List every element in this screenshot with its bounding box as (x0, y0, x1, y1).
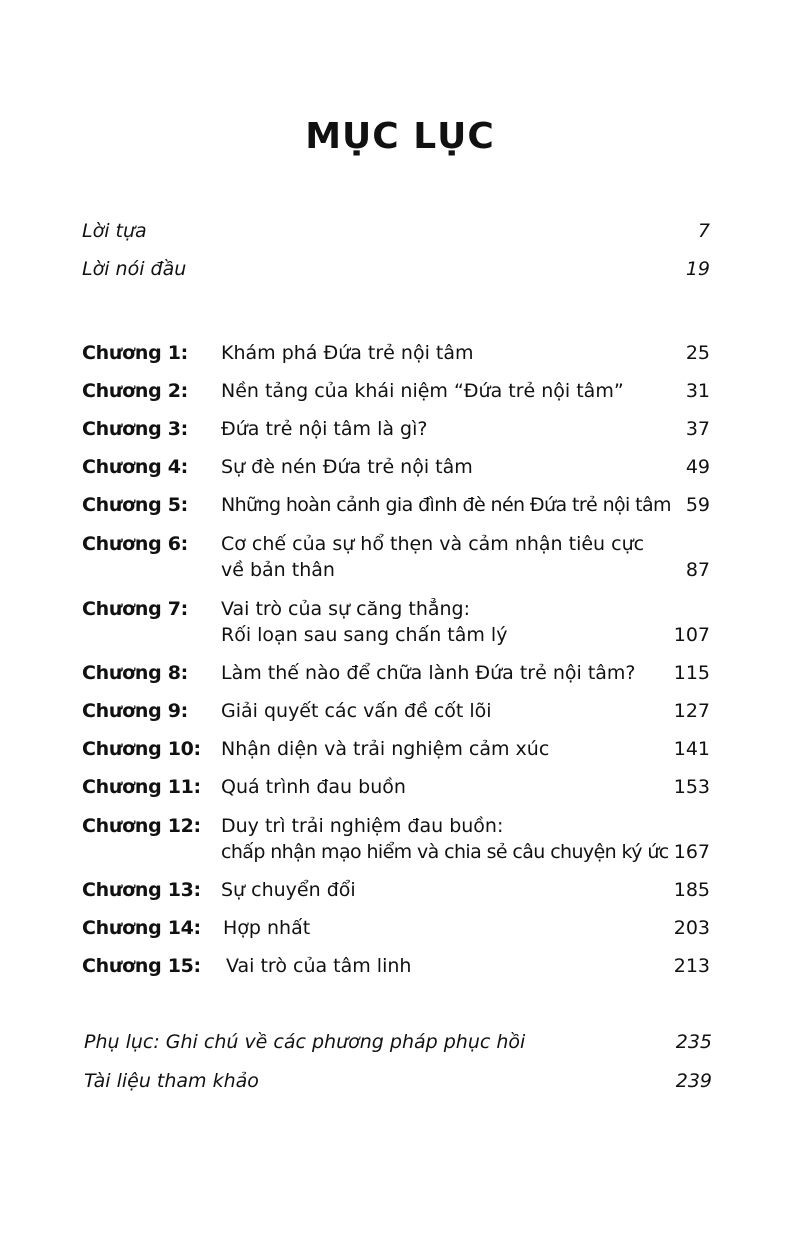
chapter-page: 127 (673, 700, 710, 722)
chapter-page: 213 (673, 955, 710, 977)
toc-chapter-4 (82, 454, 710, 484)
chapter-title-continued: Rối loạn sau sang chấn tâm lý (221, 624, 508, 646)
chapter-page: 203 (673, 917, 710, 939)
chapter-label: Chương 5: (82, 494, 188, 516)
chapter-page: 115 (673, 662, 710, 684)
toc-chapter-13 (82, 877, 710, 907)
chapter-title-continued: chấp nhận mạo hiểm và chia sẻ câu chuyện ký ức (221, 841, 669, 863)
toc-chapter-15 (82, 953, 710, 983)
toc-chapter-6 (82, 531, 710, 581)
chapter-page: 37 (685, 418, 710, 440)
chapter-page: 49 (685, 456, 710, 478)
toc-chapter-7 (82, 596, 710, 646)
chapter-title: Vai trò của tâm linh (226, 955, 412, 977)
chapter-label: Chương 7: (82, 598, 188, 620)
chapter-page: 153 (673, 776, 710, 798)
toc-entry-foreword (82, 256, 710, 286)
toc-entry-page: 235 (675, 1031, 712, 1053)
chapter-title: Giải quyết các vấn đề cốt lõi (221, 700, 492, 722)
chapter-label: Chương 8: (82, 662, 188, 684)
chapter-title: Duy trì trải nghiệm đau buồn: (221, 815, 504, 837)
chapter-page: 185 (673, 879, 710, 901)
toc-entry-page: 239 (675, 1070, 712, 1092)
toc-chapter-11 (82, 774, 710, 804)
chapter-title: Những hoàn cảnh gia đình đè nén Đứa trẻ nội tâm (221, 494, 671, 516)
toc-chapter-10 (82, 736, 710, 766)
chapter-title: Đứa trẻ nội tâm là gì? (221, 418, 428, 440)
toc-chapter-9 (82, 698, 710, 728)
toc-chapter-14 (82, 915, 710, 945)
chapter-label: Chương 15: (82, 955, 201, 977)
chapter-label: Chương 12: (82, 815, 201, 837)
chapter-page: 31 (685, 380, 710, 402)
chapter-title: Nhận diện và trải nghiệm cảm xúc (221, 738, 550, 760)
toc-chapter-3 (82, 416, 710, 446)
chapter-page: 87 (685, 559, 710, 581)
toc-chapter-2 (82, 378, 710, 408)
chapter-title: Khám phá Đứa trẻ nội tâm (221, 342, 474, 364)
chapter-title: Sự đè nén Đứa trẻ nội tâm (221, 456, 473, 478)
toc-entry-page: 19 (685, 258, 710, 280)
chapter-page: 25 (685, 342, 710, 364)
toc-entry-page: 7 (697, 220, 710, 242)
chapter-title: Làm thế nào để chữa lành Đứa trẻ nội tâm? (221, 662, 636, 684)
chapter-page: 141 (673, 738, 710, 760)
chapter-label: Chương 4: (82, 456, 188, 478)
chapter-label: Chương 14: (82, 917, 201, 939)
toc-entry-label: Lời nói đầu (82, 258, 187, 280)
chapter-title: Cơ chế của sự hổ thẹn và cảm nhận tiêu cực (221, 533, 645, 555)
chapter-label: Chương 11: (82, 776, 201, 798)
toc-entry-references (84, 1068, 712, 1098)
toc-chapter-1 (82, 340, 710, 370)
chapter-title: Sự chuyển đổi (221, 879, 356, 901)
chapter-label: Chương 9: (82, 700, 188, 722)
toc-entry-appendix (84, 1029, 712, 1059)
toc-entry-preface (82, 218, 710, 248)
toc-chapter-5 (82, 492, 710, 522)
toc-chapter-12 (82, 813, 710, 863)
toc-chapter-8 (82, 660, 710, 690)
chapter-title: Vai trò của sự căng thẳng: (221, 598, 471, 620)
chapter-title-continued: về bản thân (221, 559, 335, 581)
chapter-title: Quá trình đau buồn (221, 776, 406, 798)
toc-entry-label: Phụ lục: Ghi chú về các phương pháp phục hồi (84, 1031, 526, 1053)
chapter-label: Chương 3: (82, 418, 188, 440)
chapter-title: Nền tảng của khái niệm “Đứa trẻ nội tâm” (221, 380, 624, 402)
toc-entry-label: Lời tựa (82, 220, 147, 242)
chapter-label: Chương 10: (82, 738, 201, 760)
chapter-label: Chương 2: (82, 380, 188, 402)
page-title: MỤC LỤC (305, 116, 495, 157)
chapter-label: Chương 1: (82, 342, 188, 364)
chapter-title: Hợp nhất (223, 917, 311, 939)
chapter-label: Chương 13: (82, 879, 201, 901)
toc-entry-label: Tài liệu tham khảo (84, 1070, 259, 1092)
chapter-page: 107 (673, 624, 710, 646)
chapter-page: 167 (673, 841, 710, 863)
chapter-label: Chương 6: (82, 533, 188, 555)
chapter-page: 59 (685, 494, 710, 516)
